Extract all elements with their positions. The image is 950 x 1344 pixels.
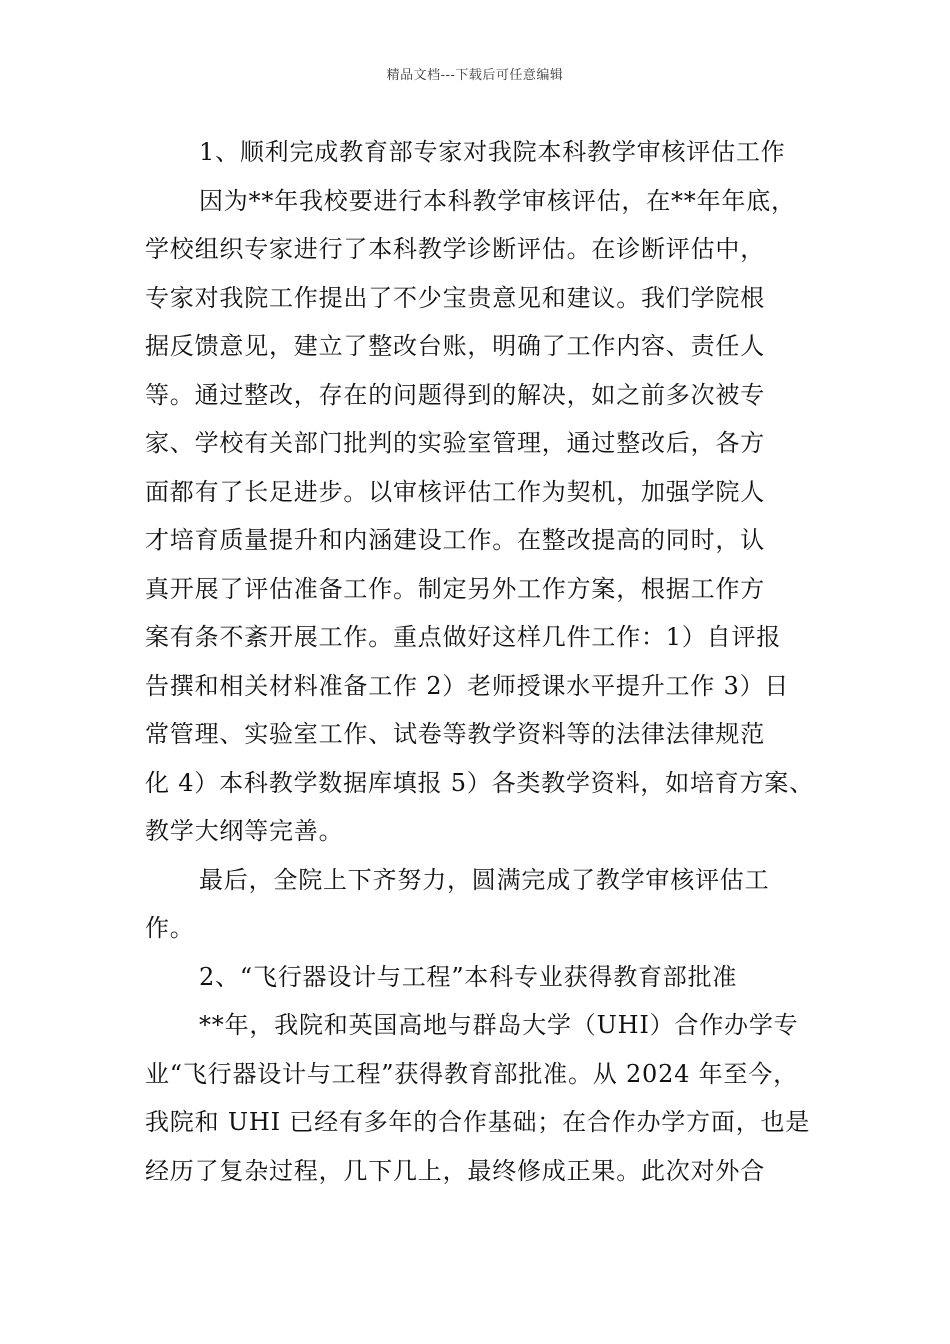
paragraph-line: 因为**年我校要进行本科教学审核评估，在**年年底， (199, 186, 796, 215)
paragraph-line: 案有条不紊开展工作。重点做好这样几件工作：1）自评报 (145, 623, 782, 651)
paragraph-line: 真开展了评估准备工作。制定另外工作方案，根据工作方 (145, 574, 765, 603)
paragraph-line: 作。 (145, 914, 195, 942)
paragraph-line: 学校组织专家进行了本科教学诊断评估。在诊断评估中， (145, 235, 765, 263)
page-header: 精品文档---下载后可任意编辑 (386, 68, 564, 83)
paragraph-line: 据反馈意见，建立了整改台账，明确了工作内容、责任人 (145, 332, 765, 360)
paragraph-line: 告撰和相关材料准备工作 2）老师授课水平提升工作 3）日 (145, 671, 790, 700)
paragraph-line: 等。通过整改，存在的问题得到的解决，如之前多次被专 (145, 380, 765, 409)
section-heading-1: 1、顺利完成教育部专家对我院本科教学审核评估工作 (199, 138, 786, 166)
paragraph-line: 专家对我院工作提出了不少宝贵意见和建议。我们学院根 (145, 283, 765, 312)
section-heading-2: 2、“飞行器设计与工程”本科专业获得教育部批准 (199, 962, 738, 991)
paragraph-line: 才培育质量提升和内涵建设工作。在整改提高的同时，认 (145, 526, 765, 554)
paragraph-line: 最后，全院上下齐努力，圆满完成了教学审核评估工 (199, 865, 770, 894)
paragraph-line: 常管理、实验室工作、试卷等教学资料等的法律法律规范 (145, 720, 765, 748)
paragraph-line: 教学大纲等完善。 (145, 817, 344, 845)
paragraph-line: **年，我院和英国高地与群岛大学（UHI）合作办学专 (199, 1011, 799, 1039)
paragraph-line: 业“飞行器设计与工程”获得教育部批准。从 2024 年至今， (145, 1059, 798, 1088)
paragraph-line: 我院和 UHI 已经有多年的合作基础；在合作办学方面，也是 (145, 1108, 811, 1136)
paragraph-line: 家、学校有关部门批判的实验室管理，通过整改后，各方 (145, 429, 765, 457)
paragraph-line: 化 4）本科教学数据库填报 5）各类教学资料，如培育方案、 (145, 768, 814, 797)
document-body (145, 128, 814, 1195)
paragraph-line: 面都有了长足进步。以审核评估工作为契机，加强学院人 (145, 477, 765, 506)
paragraph-line: 经历了复杂过程，几下几上，最终修成正果。此次对外合 (145, 1156, 765, 1185)
